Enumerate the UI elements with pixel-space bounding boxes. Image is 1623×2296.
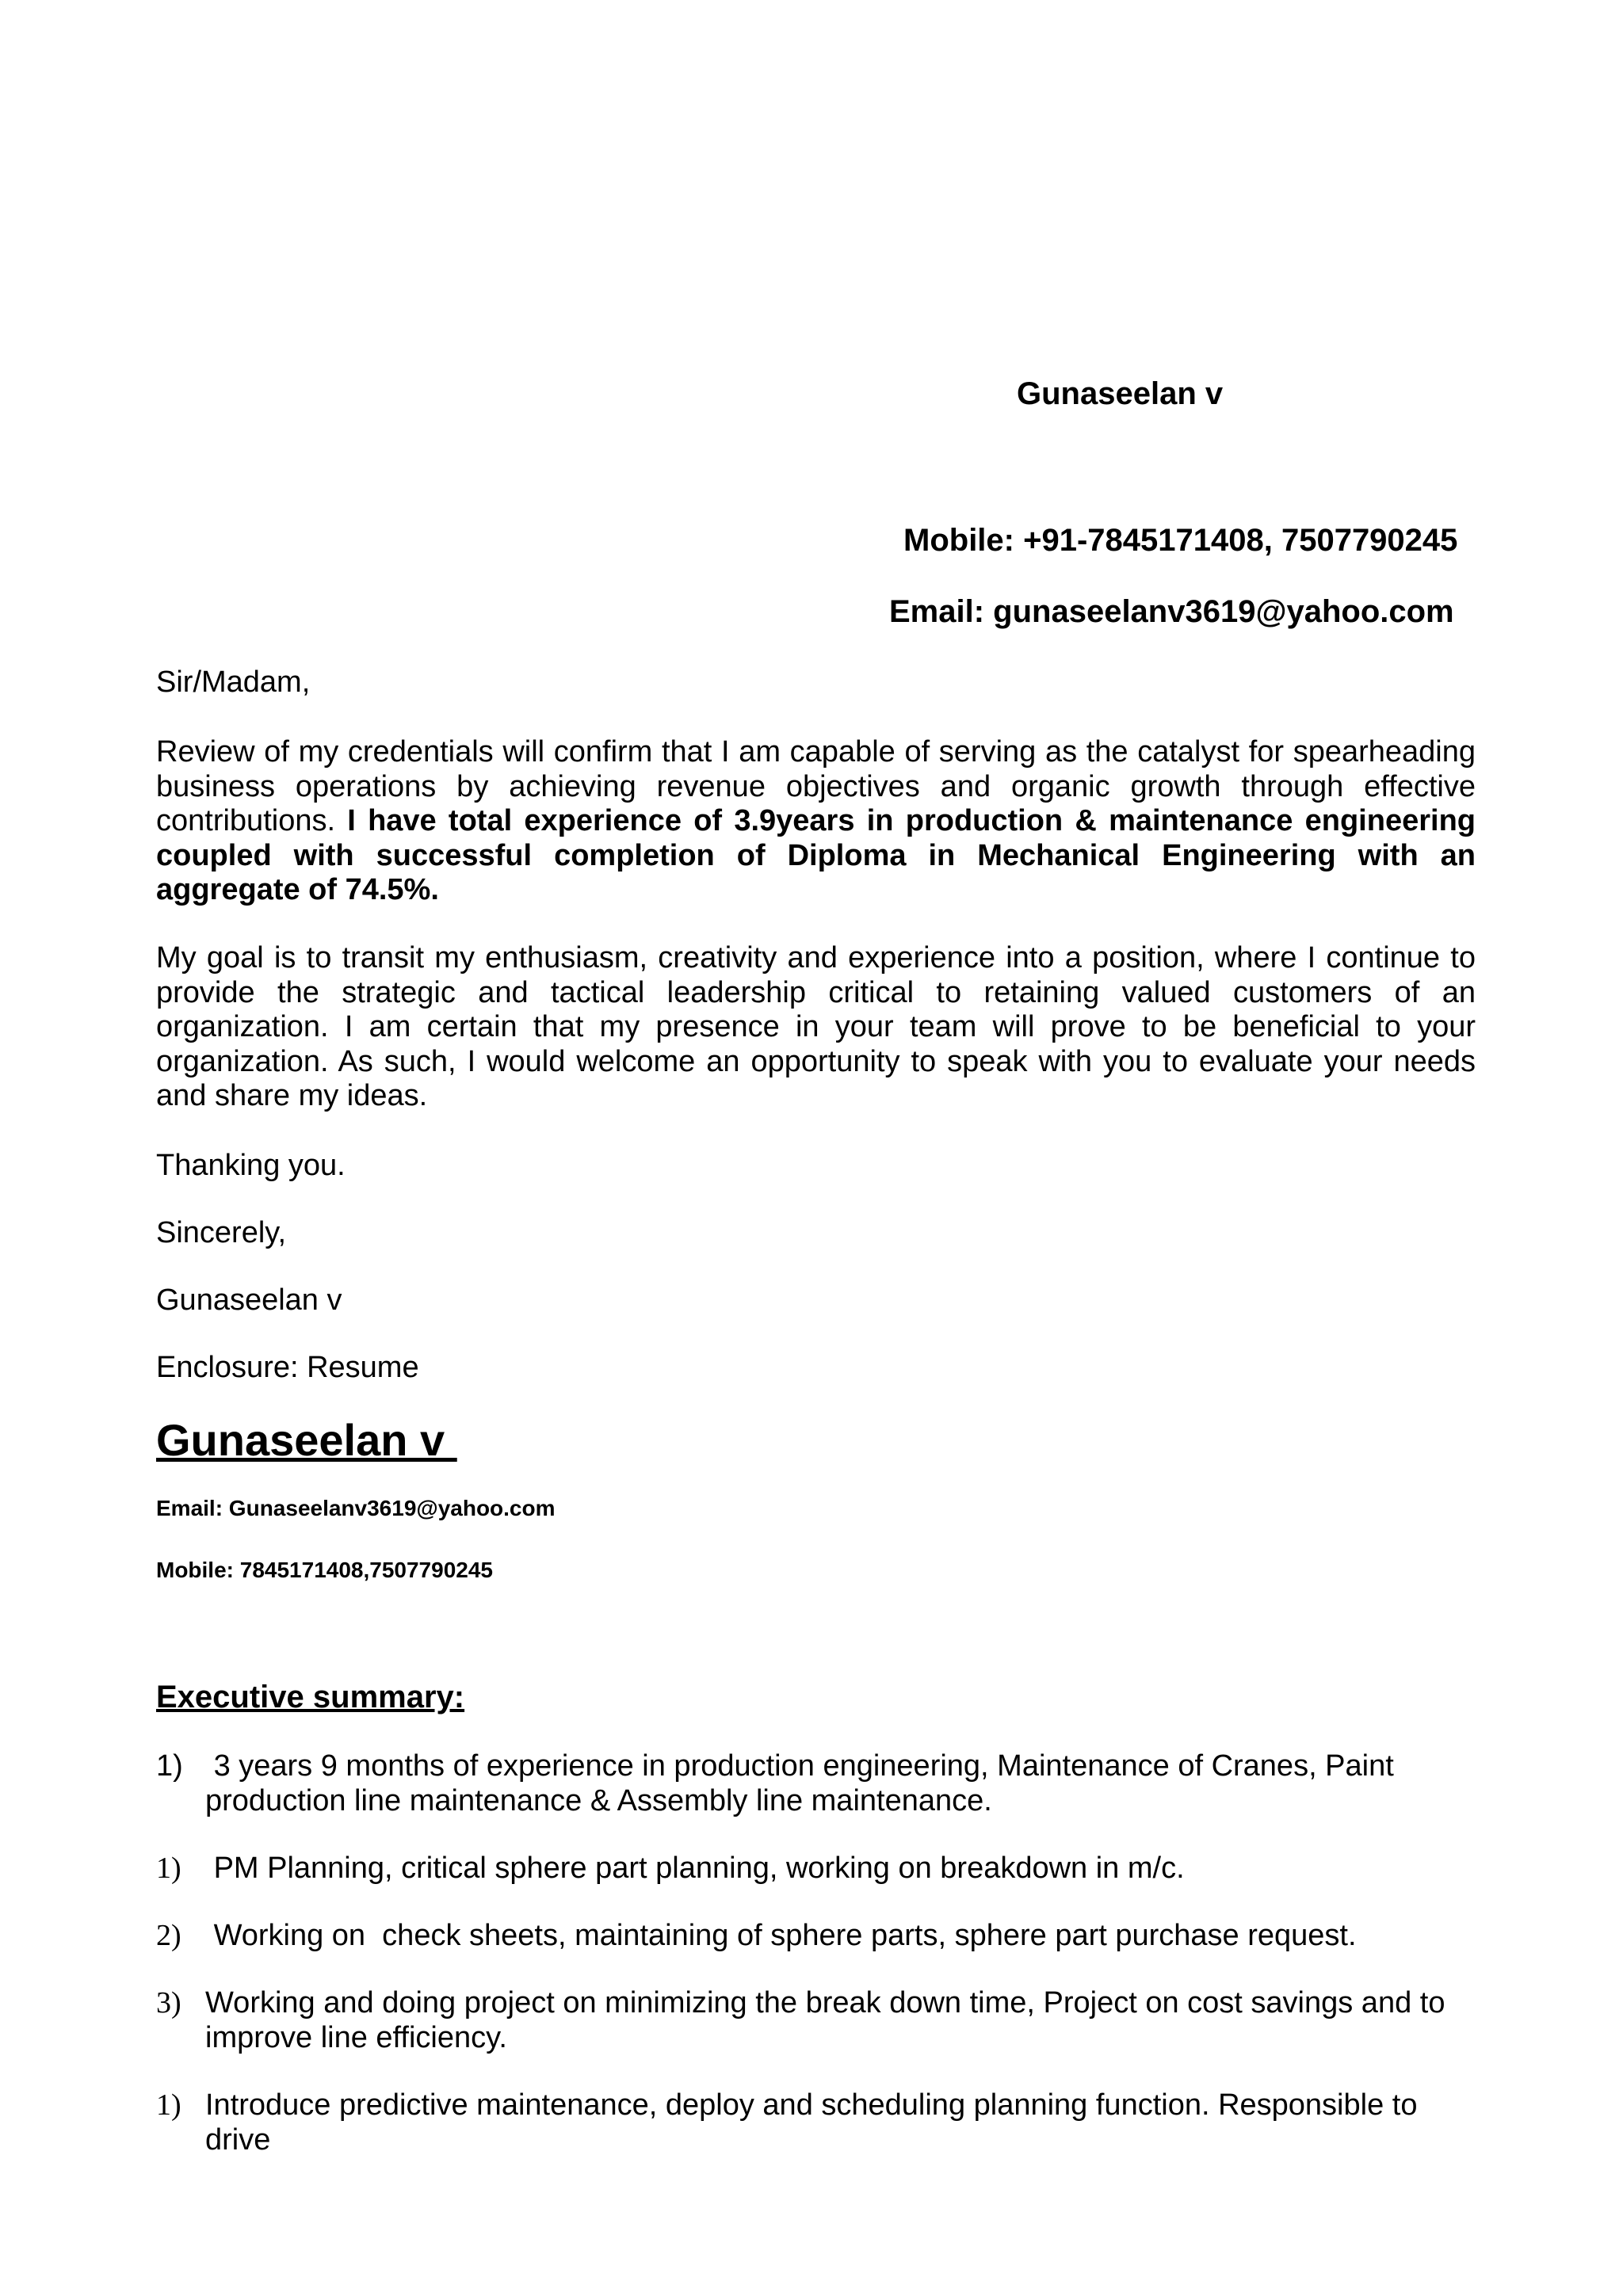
summary-item-text: Working and doing project on minimizing the break down time, Project on cost savings and to improve line efficiency. [205,1986,1445,2054]
summary-item-text: Working on check sheets, maintaining of sphere parts, sphere part purchase request. [205,1919,1357,1952]
salutation: Sir/Madam, [156,666,311,699]
summary-item-text: PM Planning, critical sphere part planning, working on breakdown in m/c. [205,1852,1185,1885]
summary-item-number: 1) [156,2088,181,2122]
paragraph-1-plain: Review of my credentials will confirm that I am capable of serving as the catalyst for spearheading business operations by achieving revenue objectives and organic growth through effective contributions. [156,735,1476,837]
summary-item-text: Introduce predictive maintenance, deploy and scheduling planning function. Responsible to drive [205,2088,1418,2157]
executive-summary-title: Executive summary: [156,1680,465,1714]
paragraph-1-bold: I have total experience of 3.9years in production & maintenance engineering coupled with successful completion of Diploma in Mechanical Engineering with an aggregate of 74.5%. [156,804,1476,906]
thanks-line: Thanking you. [156,1149,346,1182]
paragraph-1 [156,735,1476,908]
summary-item-5 [156,2088,1487,2157]
paragraph-2: My goal is to transit my enthusiasm, creativity and experience into a position, where I continue to provide the strategic and tactical leadership critical to retaining valued customers of an organization. I am certain that my presence in your team will prove to be beneficial to your organization. As such, I would welcome an opportunity to speak with you to evaluate your needs and share my ideas. [156,941,1476,1112]
enclosure-line: Enclosure: Resume [156,1351,419,1384]
resume-email: Email: Gunaseelanv3619@yahoo.com [156,1496,556,1520]
summary-item-2 [156,1852,1487,1886]
summary-item-4 [156,1986,1487,2055]
summary-item-number: 1) [156,1852,181,1885]
letter-email: Email: gunaseelanv3619@yahoo.com [889,594,1454,629]
summary-item-1 [156,1749,1487,1818]
summary-item-text: 3 years 9 months of experience in production engineering, Maintenance of Cranes, Paint production line maintenance & Assembly line maintenance. [205,1749,1403,1817]
summary-item-number: 2) [156,1919,181,1952]
resume-name: Gunaseelan v [156,1415,457,1465]
summary-item-number: 1) [156,1749,183,1783]
summary-item-number: 3) [156,1986,181,2019]
resume-mobile: Mobile: 7845171408,7507790245 [156,1558,493,1582]
letter-header-name: Gunaseelan v [1017,376,1224,411]
signature-name: Gunaseelan v [156,1283,342,1317]
summary-item-3 [156,1919,1487,1954]
letter-mobile: Mobile: +91-7845171408, 7507790245 [903,523,1458,558]
closing-line: Sincerely, [156,1216,287,1249]
